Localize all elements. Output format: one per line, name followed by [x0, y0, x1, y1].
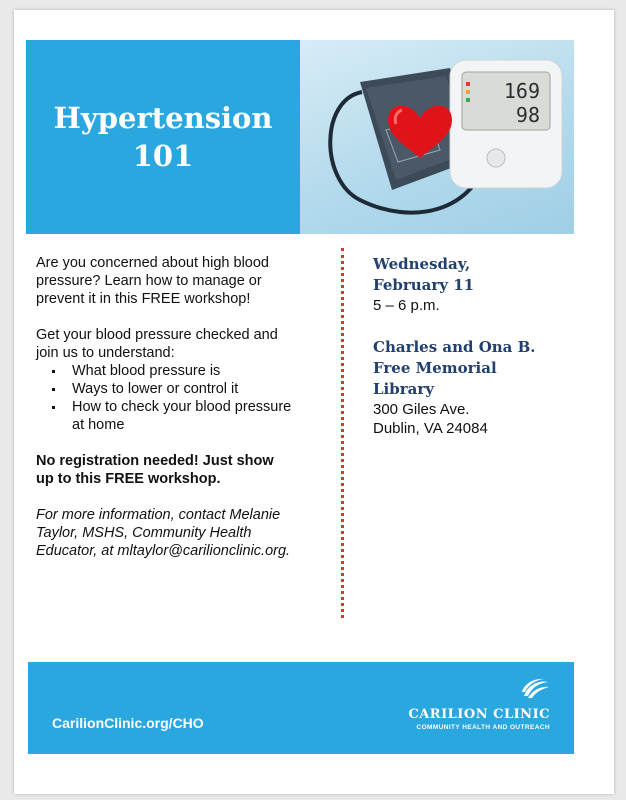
event-location	[373, 337, 583, 438]
contact-line: For more information, contact Melanie	[36, 507, 281, 523]
venue-line: Library	[373, 380, 434, 398]
checked-paragraph	[36, 326, 336, 362]
event-time: 5 – 6 p.m.	[373, 297, 440, 314]
list-item-line: How to check your blood pressure	[72, 399, 292, 415]
logo-subtitle: COMMUNITY HEALTH AND OUTREACH	[416, 724, 550, 731]
banner-title-panel	[26, 40, 300, 234]
title-line-2: 101	[132, 139, 194, 173]
title-line-1: Hypertension	[53, 101, 273, 135]
intro-paragraph	[36, 254, 336, 308]
event-day: Wednesday,	[373, 255, 471, 273]
systolic-readout: 169	[503, 79, 540, 103]
list-item: What blood pressure is	[72, 362, 336, 380]
registration-line: No registration needed! Just show	[36, 453, 274, 469]
contact-line: Educator, at mltaylor@carilionclinic.org.	[36, 543, 291, 559]
carilion-clinic-logo	[408, 678, 550, 731]
header-banner	[26, 40, 574, 234]
list-item: Ways to lower or control it	[72, 380, 336, 398]
checked-line: Get your blood pressure checked and	[36, 327, 278, 343]
diastolic-readout: 98	[515, 103, 540, 127]
website-link[interactable]: CarilionClinic.org/CHO	[52, 715, 204, 731]
blood-pressure-monitor-illustration	[300, 40, 574, 234]
blood-pressure-monitor-photo	[300, 40, 574, 234]
contact-info	[36, 506, 336, 560]
registration-note	[36, 452, 336, 488]
event-date: February 11	[373, 276, 475, 294]
logo-swoosh-icon	[520, 678, 550, 700]
logo-name: CARILION CLINIC	[408, 707, 550, 722]
intro-line: Are you concerned about high blood	[36, 255, 269, 271]
contact-line: Taylor, MSHS, Community Health	[36, 525, 252, 541]
address-line-1: 300 Giles Ave.	[373, 401, 470, 418]
registration-line: up to this FREE workshop.	[36, 471, 221, 487]
address-line-2: Dublin, VA 24084	[373, 420, 488, 437]
checked-line: join us to understand:	[36, 345, 175, 361]
venue-line: Free Memorial	[373, 359, 497, 377]
intro-line: prevent it in this FREE workshop!	[36, 291, 251, 307]
topics-list	[36, 362, 336, 434]
list-item-line: at home	[72, 417, 125, 433]
list-item	[72, 398, 336, 434]
event-details	[373, 254, 583, 438]
monitor-button	[487, 149, 505, 167]
workshop-description	[36, 254, 336, 560]
footer-banner	[28, 662, 574, 754]
intro-line: pressure? Learn how to manage or	[36, 273, 262, 289]
venue-line: Charles and Ona B.	[373, 338, 536, 356]
dotted-divider	[341, 248, 344, 618]
